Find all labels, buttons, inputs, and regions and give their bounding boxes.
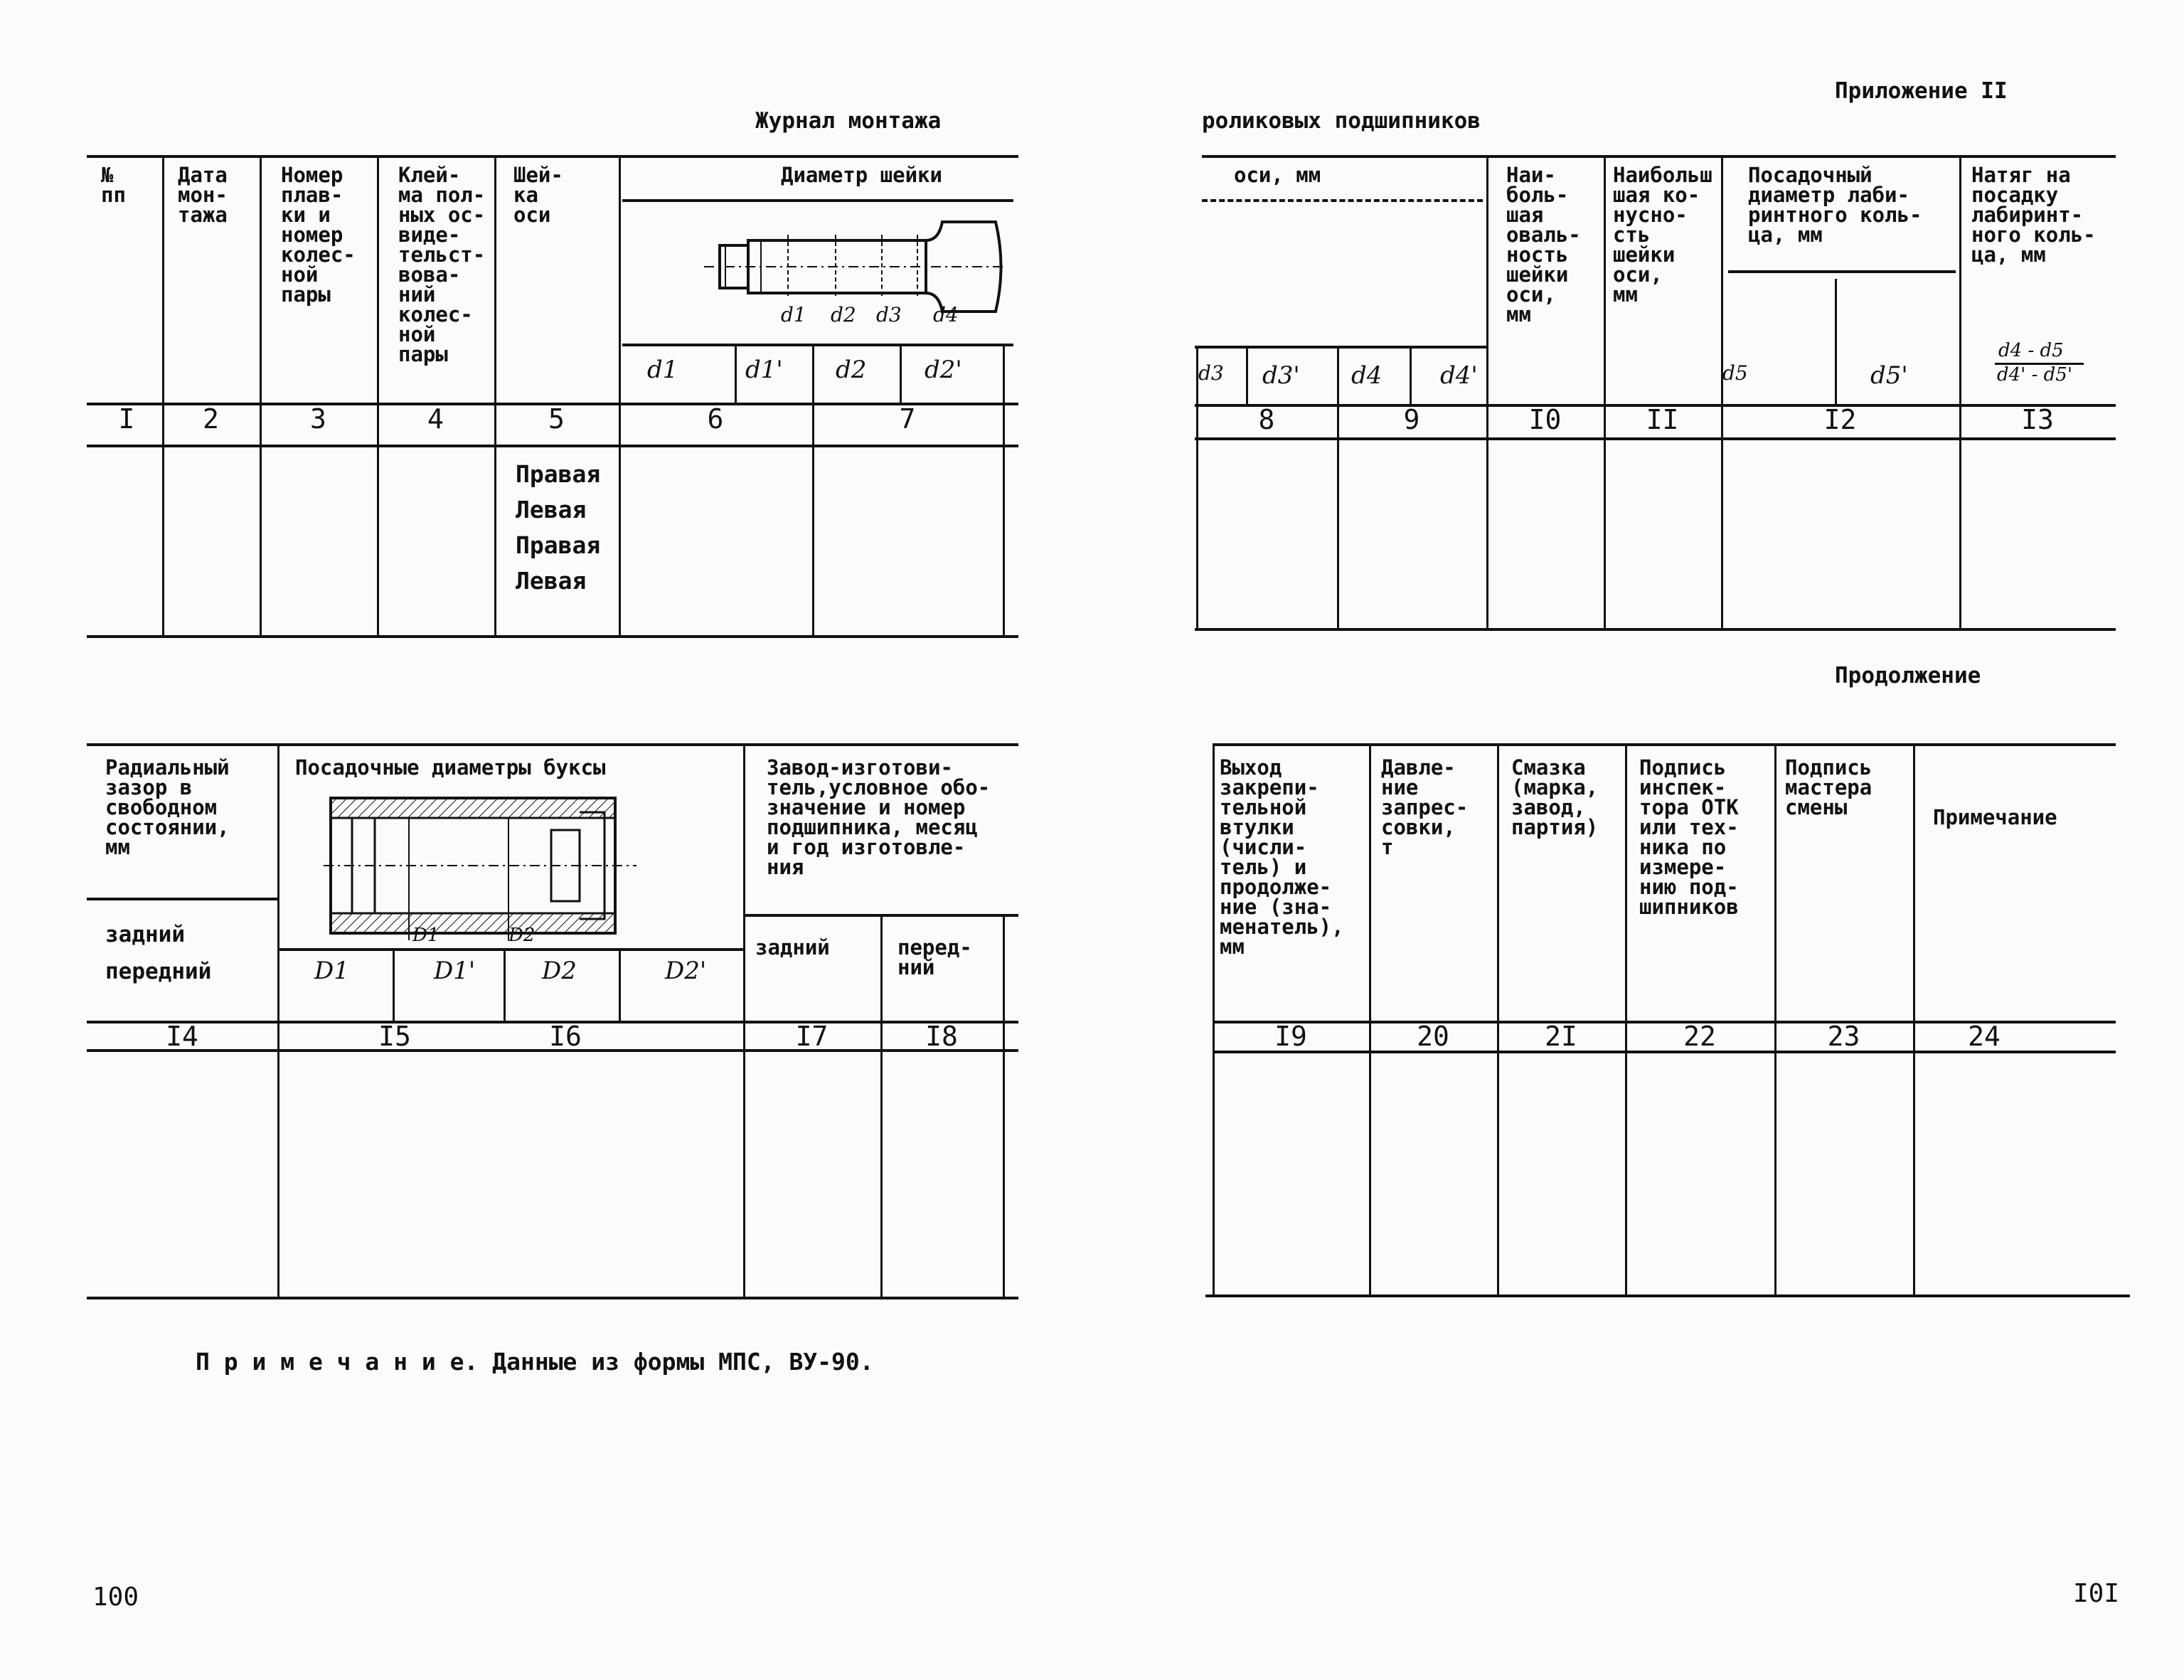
header-master-signature: Подпись мастера смены — [1785, 755, 1873, 819]
column-number: I4 — [166, 1021, 198, 1052]
table2-bottom-rule — [87, 1297, 1018, 1299]
column-number: 23 — [1827, 1021, 1860, 1052]
rtable1-col-line — [1337, 346, 1339, 628]
rtable1-col-line — [1721, 155, 1723, 628]
sub-header-d4-prime: d4' — [1440, 361, 1478, 390]
right-title: роликовых подшипников — [1202, 108, 1481, 134]
rtable2-col-line — [1913, 743, 1915, 1294]
header-date: Дата мон- тажа — [178, 163, 228, 227]
diagram-label-d4: d4 — [933, 303, 959, 326]
rtable2-bottom-rule — [1205, 1294, 2130, 1297]
side-label: Правая — [516, 460, 601, 488]
rtable1-numbers-rule — [1195, 437, 2116, 440]
table2-col-line — [880, 914, 883, 1297]
sub-header-d5-prime: d5' — [1870, 361, 1908, 390]
table1-sub-rule — [622, 344, 1013, 346]
rtable2-top-rule — [1213, 743, 2116, 746]
table1-col-line — [619, 155, 621, 635]
sub-header-d3-prime: d3' — [1262, 361, 1300, 390]
table1-col-line — [494, 155, 496, 635]
header-max-ovality: Наи- боль- шая оваль- ность шейки оси, мм — [1506, 163, 1581, 326]
sub-header-d1: d1 — [647, 356, 678, 384]
housing-diagram — [324, 791, 647, 940]
continuation-label: Продолжение — [1835, 663, 1981, 689]
header-manufacturer-rear: задний — [755, 935, 830, 959]
table2-a-rule — [87, 898, 277, 900]
header-sleeve-exit: Выход закрепи- тельной втулки (числи- тель) и продолже- ние (зна- менатель), мм — [1220, 755, 1344, 959]
header-rear: задний — [105, 922, 185, 947]
side-label: Левая — [516, 567, 587, 595]
side-label: Правая — [516, 531, 601, 559]
appendix-label: Приложение II — [1835, 78, 2008, 104]
table1-numbers-rule — [87, 445, 1018, 447]
header-manufacturer: Завод-изготови- тель,условное обо- значение и номер подшипника, месяц и год изготовле- ния — [767, 755, 991, 879]
column-number: 6 — [707, 403, 724, 435]
rtable1-col-line — [1486, 155, 1488, 628]
table1-col-line — [900, 344, 902, 404]
sub-header-d1-prime: d1' — [745, 356, 783, 384]
column-number: I7 — [795, 1021, 829, 1052]
footnote: П р и м е ч а н и е. Данные из формы МПС, ВУ-90. — [196, 1348, 874, 1376]
rtable2-col-line — [1213, 743, 1215, 1294]
column-number: 8 — [1258, 404, 1275, 435]
table1-col-line — [735, 344, 737, 404]
header-labyrinth-seat: Посадочный диаметр лаби- ринтного коль- ца, мм — [1748, 163, 1922, 247]
rtable1-col-line — [1959, 155, 1961, 628]
column-number: 9 — [1403, 404, 1420, 435]
page-number-left: 100 — [92, 1583, 139, 1612]
sub-header-d4: d4 — [1351, 361, 1383, 390]
column-number: I9 — [1274, 1021, 1307, 1052]
column-number: I8 — [925, 1021, 958, 1052]
column-number: 2 — [203, 403, 219, 435]
sub-header-D2-prime: D2' — [665, 957, 707, 985]
tension-formula-denominator: d4' - d5' — [1997, 364, 2072, 386]
header-front: передний — [105, 959, 212, 984]
header-manufacturer-front: перед- ний — [897, 935, 972, 979]
table2-col-line — [393, 948, 395, 1023]
column-number: 20 — [1417, 1021, 1449, 1052]
sub-header-D1-prime: D1' — [434, 957, 476, 985]
side-label: Левая — [516, 496, 587, 523]
axle-journal-diagram — [704, 206, 1010, 341]
table1-col-line — [377, 155, 379, 635]
header-number: № пп — [101, 163, 126, 207]
table2-col-line — [277, 743, 279, 1297]
column-number: 22 — [1683, 1021, 1716, 1052]
header-remarks: Примечание — [1933, 805, 2057, 829]
column-number: I3 — [2021, 404, 2054, 435]
header-heat-number: Номер плав- ки и номер колес- ной пары — [281, 163, 356, 307]
table2-col-line — [1003, 914, 1005, 1297]
column-number: I5 — [378, 1021, 411, 1052]
table1-col-line — [1003, 344, 1005, 635]
page-number-right: I0I — [2073, 1579, 2120, 1608]
column-number: 4 — [427, 403, 444, 435]
housing-label-d1: D1 — [412, 925, 440, 946]
header-journal-diameter: Диаметр шейки — [781, 163, 942, 187]
rtable1-col-line — [1410, 346, 1412, 404]
column-number: I0 — [1528, 404, 1562, 435]
column-number: 24 — [1968, 1021, 2001, 1052]
table1-group-rule — [622, 199, 1013, 202]
header-radial-clearance: Радиальный зазор в свободном состоянии, мм — [105, 755, 230, 859]
column-number: 5 — [548, 403, 565, 435]
header-axle-mm: оси, мм — [1234, 163, 1321, 187]
table1-top-rule — [87, 155, 1018, 158]
rtable1-bottom-rule — [1195, 628, 2116, 631]
sub-header-d5: d5 — [1722, 361, 1748, 385]
table2-b-rule — [277, 948, 743, 951]
header-max-taper: Наибольш шая ко- нусно- сть шейки оси, мм — [1613, 163, 1712, 307]
header-housing-diameters: Посадочные диаметры буксы — [295, 755, 606, 780]
sub-header-d2-prime: d2' — [925, 356, 962, 384]
rtable1-seat-rule — [1728, 270, 1956, 273]
rtable2-col-line — [1497, 743, 1499, 1294]
left-title: Журнал монтажа — [755, 108, 942, 134]
rtable1-col-line — [1604, 155, 1606, 628]
sub-header-d2: d2 — [836, 356, 867, 384]
table2-col-line — [743, 743, 745, 1297]
tension-formula-numerator: d4 - d5 — [1998, 340, 2064, 361]
header-labyrinth-tension: Натяг на посадку лабиринт- ного коль- ца, мм — [1971, 163, 2096, 267]
sub-header-d3: d3 — [1198, 361, 1224, 385]
column-number: 3 — [310, 403, 326, 435]
column-number: II — [1646, 404, 1679, 435]
header-press-pressure: Давле- ние запрес- совки, т — [1381, 755, 1469, 859]
column-number: I2 — [1823, 404, 1857, 435]
table1-col-line — [260, 155, 262, 635]
rtable1-col-line — [1246, 346, 1248, 404]
rtable1-col-line — [1196, 346, 1198, 628]
housing-label-d2: D2 — [508, 925, 536, 946]
rtable1-sub-rule — [1195, 346, 1486, 349]
table1-bottom-rule — [87, 635, 1018, 638]
rtable2-col-line — [1774, 743, 1777, 1294]
header-stamps: Клей- ма пол- ных ос- виде- тельст- вова- ний колес- ной пары — [398, 163, 486, 366]
header-axle-journal: Шей- ка оси — [513, 163, 563, 227]
rtable1-col-line — [1835, 279, 1837, 404]
rtable1-group-rule — [1202, 199, 1483, 202]
header-grease: Смазка (марка, завод, партия) — [1511, 755, 1599, 839]
table1-col-line — [812, 344, 814, 635]
rtable2-col-line — [1369, 743, 1371, 1294]
diagram-label-d2: d2 — [831, 303, 856, 326]
header-inspector-signature: Подпись инспек- тора ОТК или тех- ника по измере- нию под- шипников — [1639, 755, 1739, 919]
column-number: I — [118, 403, 135, 435]
rtable2-col-line — [1625, 743, 1627, 1294]
column-number: I6 — [549, 1021, 582, 1052]
column-number: 7 — [899, 403, 916, 435]
sub-header-D2: D2 — [542, 957, 577, 985]
table2-top-rule — [87, 743, 1018, 746]
table2-col-line — [619, 948, 621, 1023]
rtable1-top-rule — [1202, 155, 2116, 158]
diagram-label-d1: d1 — [781, 303, 806, 326]
table1-col-line — [162, 155, 164, 635]
table2-col-line — [504, 948, 506, 1023]
sub-header-D1: D1 — [314, 957, 349, 985]
column-number: 2I — [1545, 1021, 1577, 1052]
diagram-label-d3: d3 — [876, 303, 902, 326]
